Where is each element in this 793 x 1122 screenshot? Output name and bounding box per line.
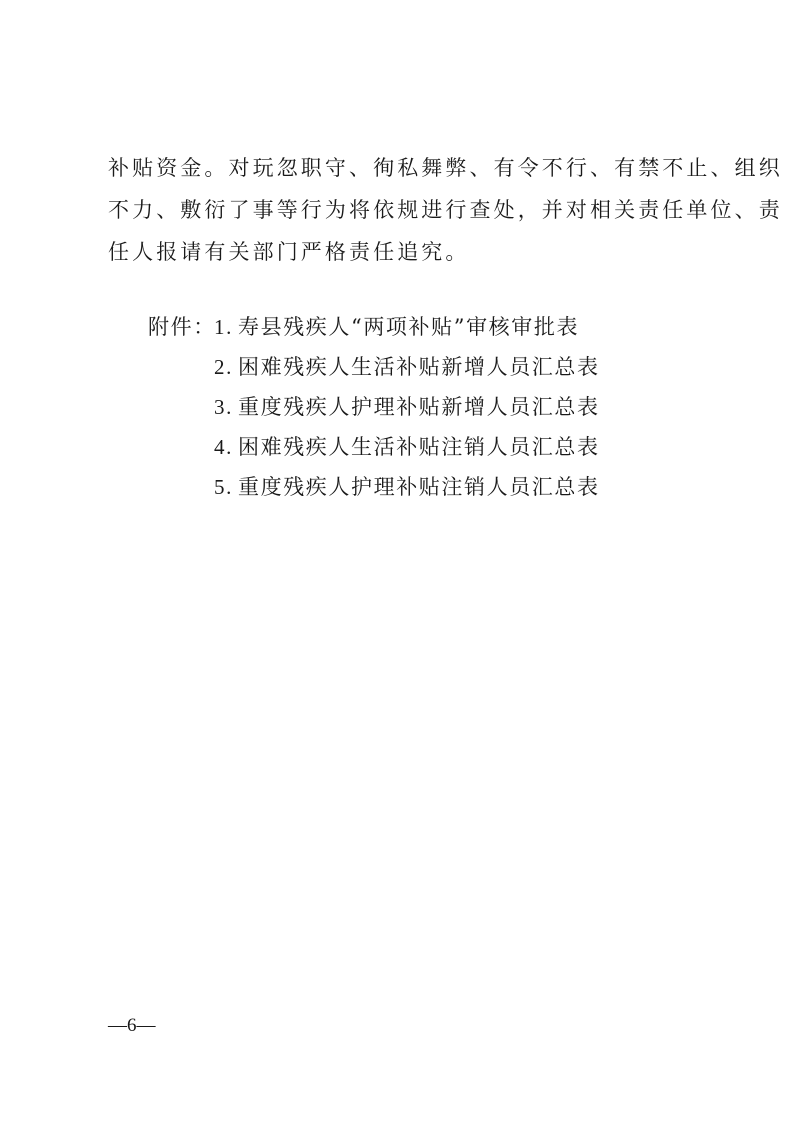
attachment-number: 1. <box>214 315 233 339</box>
attachment-number: 5. <box>214 475 233 499</box>
attachment-title: 困难残疾人生活补贴注销人员汇总表 <box>238 435 600 459</box>
attachment-items <box>214 307 600 499</box>
attachment-title: 重度残疾人护理补贴新增人员汇总表 <box>238 395 600 419</box>
attachment-title: 困难残疾人生活补贴新增人员汇总表 <box>238 355 600 379</box>
attachments-list <box>148 307 708 499</box>
attachment-item <box>214 387 600 427</box>
attachment-item <box>214 467 600 507</box>
page-number: —6— <box>108 1015 156 1036</box>
attachment-number: 3. <box>214 395 233 419</box>
attachment-number: 2. <box>214 355 233 379</box>
attachments-block <box>148 307 708 499</box>
attachment-item <box>214 347 600 387</box>
attachment-number: 4. <box>214 435 233 459</box>
body-paragraph <box>108 147 783 273</box>
attachments-label: 附件： <box>148 315 216 339</box>
attachment-title: 重度残疾人护理补贴注销人员汇总表 <box>238 475 600 499</box>
paragraph-line: 补贴资金。对玩忽职守、徇私舞弊、有令不行、有禁不止、组织 <box>108 156 783 180</box>
paragraph-line: 任人报请有关部门严格责任追究。 <box>108 240 470 264</box>
attachment-item <box>214 307 600 347</box>
attachment-item <box>214 427 600 467</box>
attachment-title: 寿县残疾人“两项补贴”审核审批表 <box>238 315 580 339</box>
paragraph-line: 不力、敷衍了事等行为将依规进行查处，并对相关责任单位、责 <box>108 198 783 222</box>
